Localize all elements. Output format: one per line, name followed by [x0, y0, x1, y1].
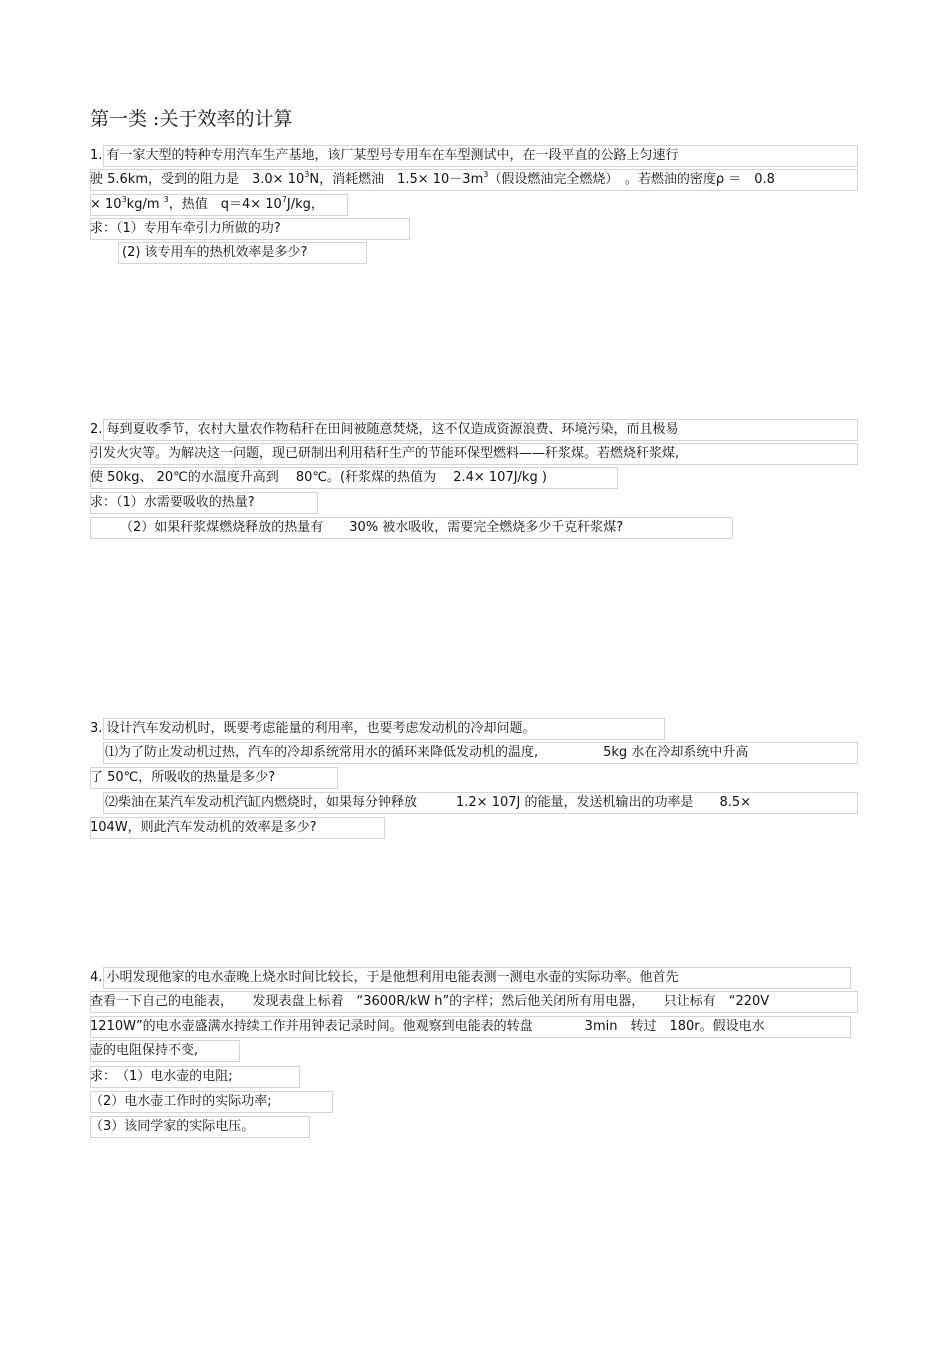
q2-line3: 使 50kg、 20℃的水温度升高到 80℃。(秆浆煤的热值为 2.4× 107J/kg ) [90, 470, 547, 485]
q2-line4: 求：（1）水需要吸收的热量? [90, 495, 255, 510]
q4-line2: 查看一下自己的电能表， 发现表盘上标着 “3600R/kW h”的字样；然后他关闭所有用电器， 只让标有 “220V [90, 994, 770, 1009]
q4-line7: （3）该同学家的实际电压。 [90, 1119, 255, 1134]
q2-line5: （2）如果秆浆煤燃烧释放的热量有 30% 被水吸收，需要完全燃烧多少千克秆浆煤? [120, 520, 624, 535]
q4-line1: 4. 小明发现他家的电水壶晚上烧水时间比较长，于是他想利用电能表测一测电水壶的实际功率。他首先 [90, 970, 679, 985]
q3-line5: 104W，则此汽车发动机的效率是多少? [90, 820, 317, 835]
q3-line1: 3. 设计汽车发动机时，既要考虑能量的利用率，也要考虑发动机的冷却问题。 [90, 721, 536, 736]
q4-line3: 1210W”的电水壶盛满水持续工作并用钟表记录时间。他观察到电能表的转盘 3min 转过 180r。假设电水 [90, 1019, 765, 1034]
page-title: 第一类 :关于效率的计算 [90, 108, 293, 130]
q3-line3: 了 50℃，所吸收的热量是多少? [90, 770, 276, 785]
q3-line2: ⑴为了防止发动机过热，汽车的冷却系统常用水的循环来降低发动机的温度, 5kg 水在冷却系统中升高 [105, 745, 749, 760]
q1-line5: (2) 该专用车的热机效率是多少? [122, 245, 308, 260]
q3-line4: ⑵柴油在某汽车发动机汽缸内燃烧时，如果每分钟释放 1.2× 107J 的能量，发送机输出的功率是 8.5× [105, 795, 752, 810]
q1-line2: 驶 5.6km，受到的阻力是 $3.0\times 10^3N$，消耗燃油 $1.5\times 10-3m^3$（假设燃油完全燃烧） 。若燃油的密度ρ ＝ 0.8 [90, 170, 775, 187]
q2-line2: 引发火灾等。为解决这一问题，现已研制出利用秸秆生产的节能环保型燃料——秆浆煤。若燃烧秆浆煤, [90, 446, 680, 461]
q4-line4: 壶的电阻保持不变, [90, 1043, 199, 1058]
q4-line5: 求： （1）电水壶的电阻; [90, 1069, 233, 1084]
q1-line3: × $10^3kg/m$ $^3$，热值 $q=4\times 10^7J/kg$， [90, 195, 324, 212]
q1-line4: 求：（1）专用车牵引力所做的功? [90, 221, 281, 236]
q2-line1: 2. 每到夏收季节，农村大量农作物秸秆在田间被随意焚烧，这不仅造成资源浪费、环境污染，而且极易 [90, 422, 679, 437]
q1-line1: 1. 有一家大型的特种专用汽车生产基地，该厂某型号专用车在车型测试中，在一段平直的公路上匀速行 [90, 148, 679, 163]
q4-line6: （2）电水壶工作时的实际功率; [90, 1094, 272, 1109]
